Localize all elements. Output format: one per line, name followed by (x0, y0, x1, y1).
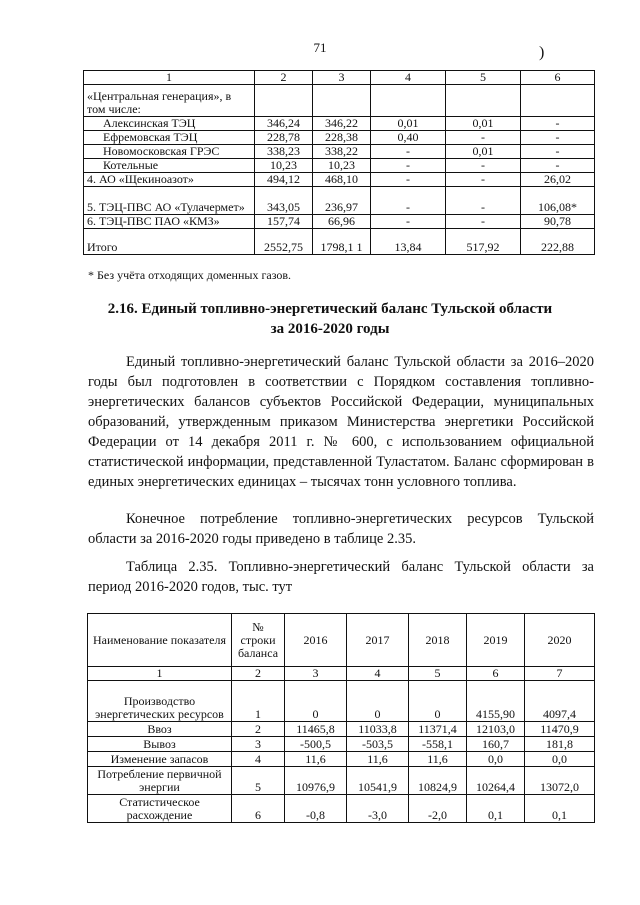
row-label: Итого (84, 229, 255, 255)
row-label: 4. АО «Щекиноазот» (84, 173, 255, 187)
row-label: Потребление первичной энергии (88, 767, 232, 795)
row-label: Производство энергетических ресурсов (88, 681, 232, 722)
generation-table (83, 70, 595, 255)
table-cell: 13,84 (371, 229, 446, 255)
table-cell: 236,97 (313, 187, 371, 215)
table-cell: -2,0 (409, 795, 467, 823)
table-cell: 10264,4 (467, 767, 525, 795)
table-cell: 4097,4 (525, 681, 595, 722)
table-row (88, 752, 595, 767)
column-number: 3 (285, 667, 347, 681)
table-cell: 11,6 (347, 752, 409, 767)
row-number: 2 (232, 722, 285, 737)
table-cell: -558,1 (409, 737, 467, 752)
table-cell: - (446, 215, 521, 229)
row-label: Статистическое расхождение (88, 795, 232, 823)
table-cell: 10,23 (313, 159, 371, 173)
table-row (88, 737, 595, 752)
table-row (84, 173, 595, 187)
table-cell: - (446, 173, 521, 187)
table-cell: 2552,75 (255, 229, 313, 255)
paragraph (88, 352, 594, 492)
table-cell: - (521, 145, 595, 159)
table-cell: -0,8 (285, 795, 347, 823)
table-cell: - (371, 215, 446, 229)
table-cell: 10824,9 (409, 767, 467, 795)
table-cell (313, 85, 371, 117)
section-title-line: за 2016-2020 годы (270, 321, 390, 337)
table-row (84, 117, 595, 131)
section-title (100, 299, 560, 339)
table-cell (371, 85, 446, 117)
table-row (88, 681, 595, 722)
row-label: Вывоз (88, 737, 232, 752)
table-cell: 157,74 (255, 215, 313, 229)
table-cell: 90,78 (521, 215, 595, 229)
row-label: 6. ТЭЦ-ПВС ПАО «КМЗ» (84, 215, 255, 229)
table-caption (88, 557, 594, 597)
table-cell: 222,88 (521, 229, 595, 255)
table-cell: 0 (347, 681, 409, 722)
table-cell: -3,0 (347, 795, 409, 823)
table-cell: -500,5 (285, 737, 347, 752)
table-cell: 338,23 (255, 145, 313, 159)
row-label: Новомосковская ГРЭС (84, 145, 255, 159)
table-cell: 10,23 (255, 159, 313, 173)
table-cell: - (446, 159, 521, 173)
row-label: Алексинская ТЭЦ (84, 117, 255, 131)
table-cell: 4155,90 (467, 681, 525, 722)
column-header: 2018 (409, 614, 467, 667)
table-cell: 0,1 (525, 795, 595, 823)
table-cell: 181,8 (525, 737, 595, 752)
table-cell: 12103,0 (467, 722, 525, 737)
table-cell (255, 85, 313, 117)
table-row (88, 795, 595, 823)
table-cell: 517,92 (446, 229, 521, 255)
table-row (88, 767, 595, 795)
column-header: 2020 (525, 614, 595, 667)
table-cell: 338,22 (313, 145, 371, 159)
page-number: 71 (313, 40, 327, 55)
table-cell: 106,08* (521, 187, 595, 215)
table-cell: 0,01 (446, 145, 521, 159)
table-cell: - (371, 187, 446, 215)
table-row (84, 187, 595, 215)
table-header-row (88, 614, 595, 667)
table-cell: 346,24 (255, 117, 313, 131)
column-number: 1 (88, 667, 232, 681)
table-cell: 346,22 (313, 117, 371, 131)
table-cell: -503,5 (347, 737, 409, 752)
table-cell: 1798,1 1 (313, 229, 371, 255)
table-cell: 228,38 (313, 131, 371, 145)
table-cell: 343,05 (255, 187, 313, 215)
table-cell: - (371, 159, 446, 173)
table-cell: 11,6 (409, 752, 467, 767)
caption-text: Таблица 2.35. Топливно-энергетический баланс Тульской области за период 2016-2020 годов, тыс. тут (88, 559, 594, 595)
row-number: 4 (232, 752, 285, 767)
row-label: 5. ТЭЦ-ПВС АО «Тулачермет» (84, 187, 255, 215)
table-cell: - (371, 173, 446, 187)
table-row (84, 85, 595, 117)
column-header: 2017 (347, 614, 409, 667)
table-cell: - (371, 145, 446, 159)
row-label: «Центральная генерация», в том числе: (84, 85, 255, 117)
table-row (84, 131, 595, 145)
table-cell: 160,7 (467, 737, 525, 752)
table-cell: - (446, 131, 521, 145)
table-cell: - (446, 187, 521, 215)
column-number: 1 (84, 71, 255, 85)
table-cell (446, 85, 521, 117)
table-cell: 494,12 (255, 173, 313, 187)
column-header: 2016 (285, 614, 347, 667)
row-label: Ввоз (88, 722, 232, 737)
table-cell: 13072,0 (525, 767, 595, 795)
column-number: 2 (232, 667, 285, 681)
table-cell: 228,78 (255, 131, 313, 145)
column-header: Наименование показателя (88, 614, 232, 667)
table-cell: 11033,8 (347, 722, 409, 737)
column-number: 4 (347, 667, 409, 681)
section-title-line: 2.16. Единый топливно-энергетический баланс Тульской области (107, 301, 553, 317)
column-number: 5 (446, 71, 521, 85)
column-number: 6 (521, 71, 595, 85)
column-header: 2019 (467, 614, 525, 667)
column-number: 3 (313, 71, 371, 85)
table-row (88, 722, 595, 737)
row-label: Изменение запасов (88, 752, 232, 767)
table-cell: 26,02 (521, 173, 595, 187)
row-number: 6 (232, 795, 285, 823)
table-row (84, 215, 595, 229)
row-number: 5 (232, 767, 285, 795)
table-cell: 0,0 (467, 752, 525, 767)
table-row (84, 159, 595, 173)
table-cell: - (521, 117, 595, 131)
energy-balance-table (87, 613, 595, 823)
row-label: Котельные (84, 159, 255, 173)
paragraph (88, 509, 594, 549)
table-cell: - (521, 131, 595, 145)
row-number: 1 (232, 681, 285, 722)
corner-mark: ) (539, 44, 545, 61)
table-cell: 468,10 (313, 173, 371, 187)
table-cell (521, 85, 595, 117)
row-number: 3 (232, 737, 285, 752)
column-header: № строки баланса (232, 614, 285, 667)
column-number: 5 (409, 667, 467, 681)
column-number: 4 (371, 71, 446, 85)
table-cell: 11470,9 (525, 722, 595, 737)
table-cell: 0,0 (525, 752, 595, 767)
column-number: 7 (525, 667, 595, 681)
table-row (84, 229, 595, 255)
table-cell: 0,1 (467, 795, 525, 823)
footnote: * Без учёта отходящих доменных газов. (88, 268, 292, 282)
paragraph-text: Конечное потребление топливно-энергетических ресурсов Тульской области за 2016-2020 годы приведено в таблице 2.35. (88, 511, 594, 547)
table-row (84, 145, 595, 159)
table-cell: - (521, 159, 595, 173)
table-cell: 11,6 (285, 752, 347, 767)
paragraph-text: Единый топливно-энергетический баланс Тульской области за 2016–2020 годы был подготовлен в соответствии с Порядком составления топливно-энергетических балансов субъектов Российской Федерации, муниципальных образований, утвержденным приказом Министерства энергетики Российской Федерации от 14 декабря 2011 г. № 600, с использованием официальной статистической информации, представленной Туластатом. Баланс сформирован в единых энергетических единицах – тысячах тонн условного топлива. (88, 354, 594, 490)
column-number: 2 (255, 71, 313, 85)
table-cell: 11465,8 (285, 722, 347, 737)
table-cell: 66,96 (313, 215, 371, 229)
column-number: 6 (467, 667, 525, 681)
column-numbering-row (88, 667, 595, 681)
table-cell: 10976,9 (285, 767, 347, 795)
table-cell: 0 (409, 681, 467, 722)
row-label: Ефремовская ТЭЦ (84, 131, 255, 145)
table-cell: 0,40 (371, 131, 446, 145)
table-cell: 0,01 (371, 117, 446, 131)
table-cell: 10541,9 (347, 767, 409, 795)
table-header-row (84, 71, 595, 85)
table-cell: 0,01 (446, 117, 521, 131)
table-cell: 0 (285, 681, 347, 722)
table-cell: 11371,4 (409, 722, 467, 737)
